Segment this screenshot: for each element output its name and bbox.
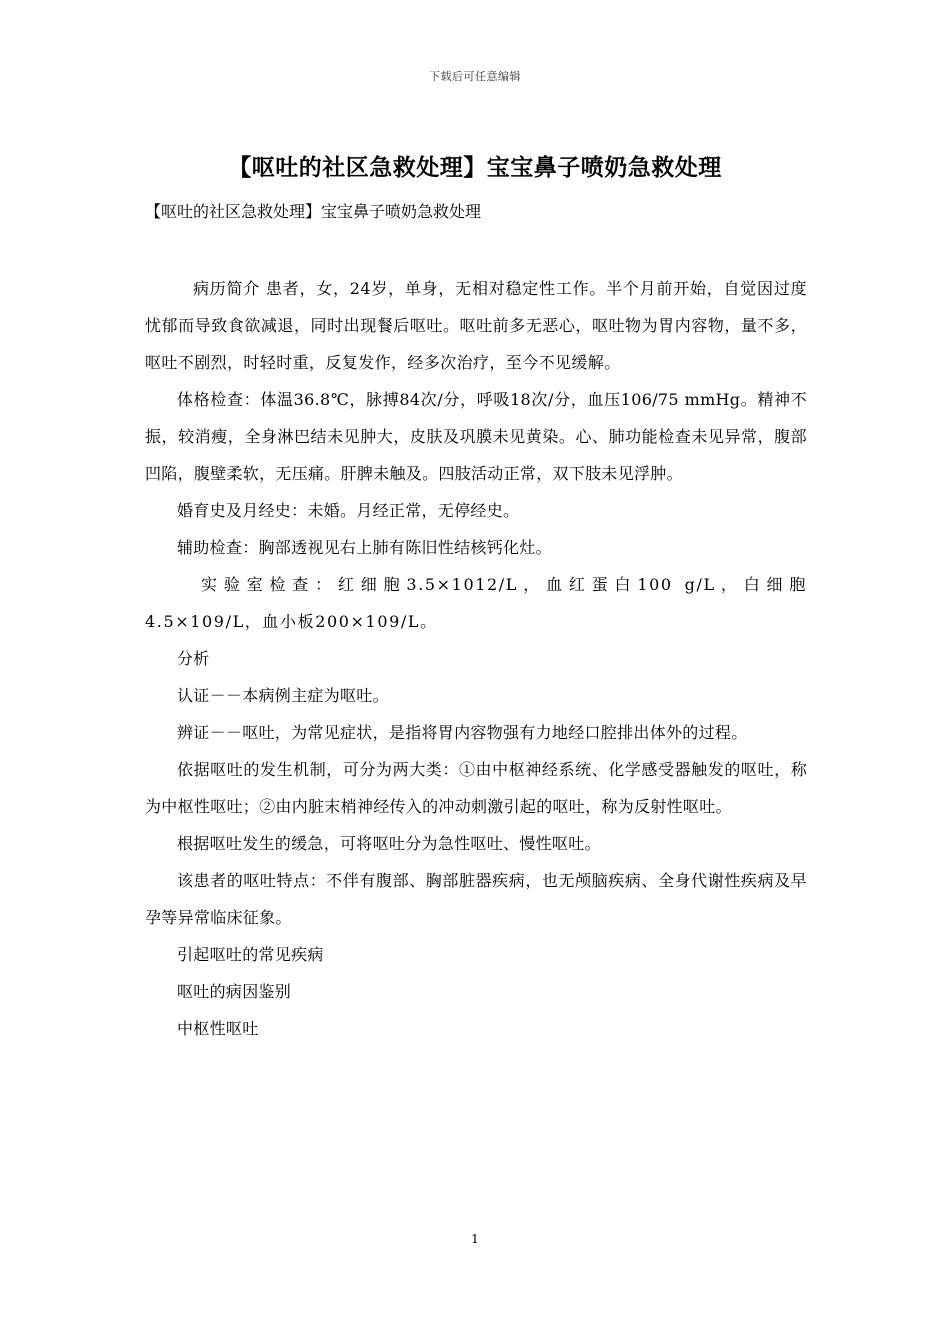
- header-note: 下载后可任意编辑: [429, 70, 521, 83]
- paragraph-classification: 根据呕吐发生的缓急，可将呕吐分为急性呕吐、慢性呕吐。: [177, 834, 601, 853]
- paragraph-physical-exam: 体格检查：体温36.8℃，脉搏84次/分，呼吸18次/分，血压106/75 mmHg。精神不振，较消瘦，全身淋巴结未见肿大，皮肤及巩膜未见黄染。心、肺功能检查未见异常，腹部凹陷，腹壁柔软，无压痛。肝脾未触及。四肢活动正常，双下肢未见浮肿。: [145, 390, 807, 483]
- paragraph-case-summary: 病历简介 患者，女，24岁，单身，无相对稳定性工作。半个月前开始，自觉因过度忧郁而导致食欲减退，同时出现餐后呕吐。呕吐前多无恶心，呕吐物为胃内容物，量不多，呕吐不剧烈，时轻时重，反复发作，经多次治疗，至今不见缓解。: [145, 279, 807, 372]
- paragraph-analysis-heading: 分析: [177, 649, 210, 668]
- paragraph-mechanism: 依据呕吐的发生机制，可分为两大类：①由中枢神经系统、化学感受器触发的呕吐，称为中枢性呕吐；②由内脏末梢神经传入的冲动刺激引起的呕吐，称为反射性呕吐。: [145, 760, 807, 816]
- paragraph-common-diseases: 引起呕吐的常见疾病: [177, 945, 324, 964]
- paragraph-lab-exam: 实验室检查：红细胞3.5×1012/L，血红蛋白100 g/L，白细胞4.5×109/L，血小板200×109/L。: [145, 575, 807, 631]
- paragraph-differentiation: 辨证－－呕吐，为常见症状，是指将胃内容物强有力地经口腔排出体外的过程。: [177, 723, 748, 742]
- page-number: 1: [471, 1232, 479, 1246]
- paragraph-identification: 认证－－本病例主症为呕吐。: [177, 686, 389, 705]
- paragraph-patient-features: 该患者的呕吐特点：不伴有腹部、胸部脏器疾病，也无颅脑疾病、全身代谢性疾病及早孕等异常临床征象。: [145, 871, 807, 927]
- document-title: 【呕吐的社区急救处理】宝宝鼻子喷奶急救处理: [228, 154, 722, 181]
- paragraph-etiology: 呕吐的病因鉴别: [177, 982, 292, 1001]
- document-subtitle: 【呕吐的社区急救处理】宝宝鼻子喷奶急救处理: [145, 202, 482, 221]
- document-body: [145, 270, 807, 1047]
- paragraph-auxiliary-exam: 辅助检查：胸部透视见右上肺有陈旧性结核钙化灶。: [177, 538, 552, 557]
- paragraph-marital-history: 婚育史及月经史：未婚。月经正常，无停经史。: [177, 501, 520, 520]
- paragraph-central-vomiting: 中枢性呕吐: [177, 1019, 259, 1038]
